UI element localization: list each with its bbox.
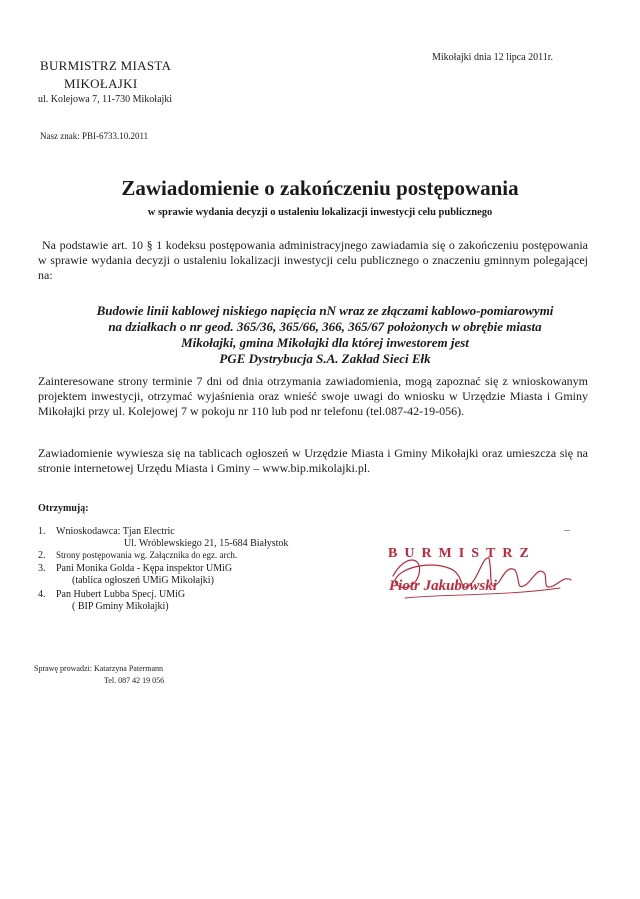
- sender-address: ul. Kolejowa 7, 11-730 Mikołajki: [38, 94, 173, 105]
- reference-number: Nasz znak: PBI-6733.10.2011: [40, 131, 149, 141]
- stamp-name: Piotr Jakubowski: [389, 578, 497, 594]
- recipient-number: 4.: [38, 589, 46, 600]
- recipient-line: Ul. Wróblewskiego 21, 15-684 Białystok: [124, 538, 289, 549]
- document-title: Zawiadomienie o zakończeniu postępowania: [121, 176, 519, 200]
- recipient-line: (tablica ogłoszeń UMiG Mikołajki): [72, 575, 214, 586]
- recipient-number: 3.: [38, 563, 46, 574]
- sender-name: BURMISTRZ MIASTA: [40, 58, 172, 73]
- recipient-line: ( BIP Gminy Mikołajki): [72, 601, 169, 612]
- subject-line: na działkach o nr geod. 365/36, 365/66, 366, 365/67 położonych w obrębie miasta: [108, 319, 542, 334]
- document-subtitle: w sprawie wydania decyzji o ustaleniu lokalizacji inwestycji celu publicznego: [147, 207, 493, 218]
- recipient-line: Pan Hubert Lubba Specj. UMiG: [56, 589, 186, 600]
- sender-city: MIKOŁAJKI: [64, 76, 138, 91]
- body-paragraph-1: Na podstawie art. 10 § 1 kodeksu postępowania administracyjnego zawiadamia się o zakończeniu postępowania w sprawie wydania decyzji o ustaleniu lokalizacji inwestycji celu publicznego o znaczeniu gminnym polegającej na:: [38, 238, 588, 282]
- footer-phone: Tel. 087 42 19 056: [104, 676, 165, 685]
- subject-line: PGE Dystrybucja S.A. Zakład Sieci Ełk: [219, 351, 431, 366]
- subject-line: Budowie linii kablowej niskiego napięcia nN wraz ze złączami kablowo-pomiarowymi: [96, 303, 554, 318]
- stamp-title: BURMISTRZ: [388, 546, 536, 561]
- body-paragraph-3: Zawiadomienie wywiesza się na tablicach ogłoszeń w Urzędzie Miasta i Gminy Mikołajki oraz umieszcza się na stronie internetowej Urzędu Miasta i Gminy – www.bip.mikolajki.pl.: [38, 446, 588, 475]
- footer-handled-by: Sprawę prowadzi: Katarzyna Patermann: [34, 664, 164, 673]
- signature-scribble: [375, 536, 585, 616]
- subject-line: Mikołajki, gmina Mikołajki dla której inwestorem jest: [181, 335, 469, 350]
- body-paragraph-2: Zainteresowane strony terminie 7 dni od dnia otrzymania zawiadomienia, mogą zapoznać się z wnioskowanym projektem inwestycji, otrzymać wyjaśnienia oraz wnieść swoje uwagi do wniosku w Urzędzie Miasta i Gminy Mikołajki przy ul. Kolejowej 7 w pokoju nr 110 lub pod nr telefonu (tel.087-42-19-056).: [38, 374, 588, 418]
- margin-mark: –: [564, 522, 570, 536]
- recipient-line: Wnioskodawca: Tjan Electric: [56, 526, 175, 537]
- subject-block: [30, 303, 620, 367]
- recipient-line: Strony postępowania wg. Załącznika do egz. arch.: [56, 550, 238, 560]
- place-date: Mikołajki dnia 12 lipca 2011r.: [432, 52, 554, 63]
- recipients-heading: Otrzymują:: [38, 503, 89, 514]
- recipient-number: 1.: [38, 526, 46, 537]
- recipient-line: Pani Monika Golda - Kępa inspektor UMiG: [56, 563, 233, 574]
- recipient-number: 2.: [38, 550, 46, 561]
